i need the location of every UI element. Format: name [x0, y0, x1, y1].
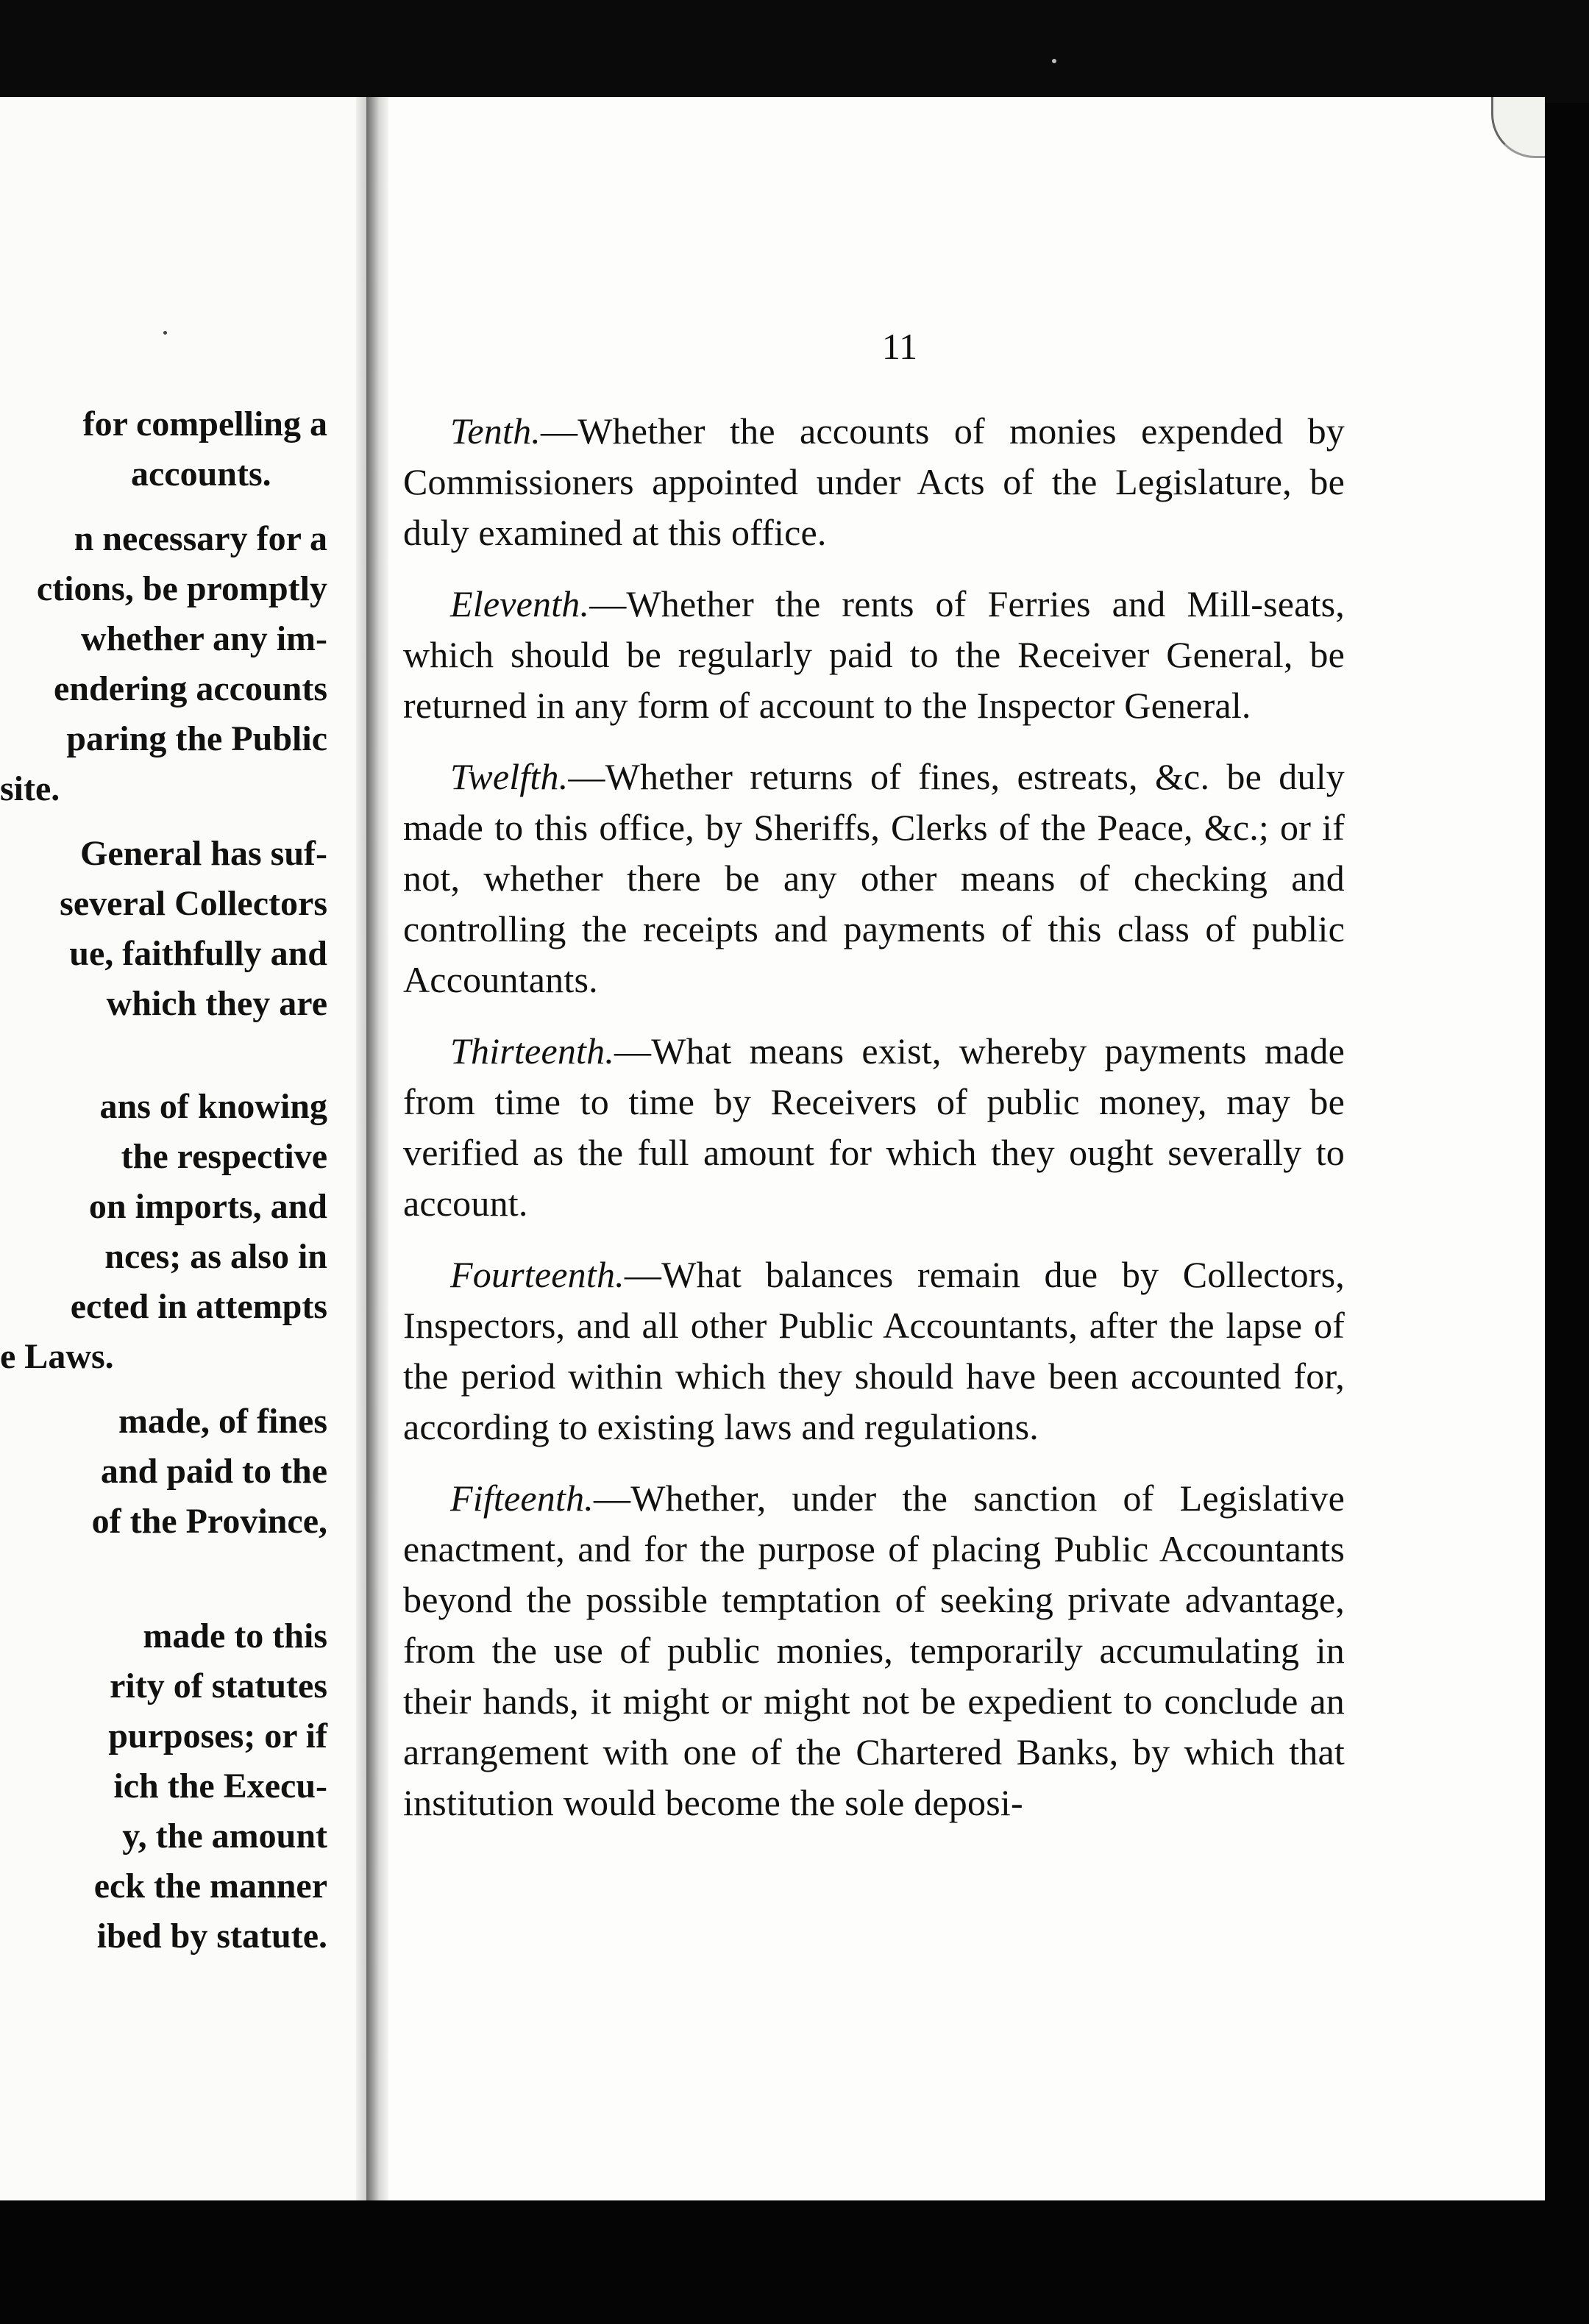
left-line: for compelling a [82, 404, 327, 443]
paragraph-twelfth [403, 752, 1345, 1005]
scan-background-bottom [0, 2200, 1589, 2324]
paragraph-lead: Twelfth. [450, 756, 569, 797]
right-page-body [403, 406, 1345, 1849]
book-gutter [366, 97, 388, 2200]
paragraph-fifteenth [403, 1473, 1345, 1828]
left-line: nces; as also in [104, 1237, 327, 1276]
paragraph-lead: Eleventh. [450, 583, 590, 624]
left-line: whether any im- [80, 619, 327, 658]
paragraph-tenth [403, 406, 1345, 558]
left-line: and paid to the [100, 1452, 327, 1491]
paragraph-text: —Whether the rents of Ferries and Mill-seats, which should be regularly paid to the Receiver General, be returned in any form of account to the Inspector General. [403, 583, 1345, 726]
left-line: on imports, and [88, 1187, 327, 1226]
left-line: ich the Execu- [113, 1767, 327, 1806]
paragraph-lead: Fifteenth. [450, 1478, 594, 1519]
left-line: y, the amount [122, 1817, 327, 1856]
page-corner-curl [1491, 97, 1545, 158]
paragraph-text: —What balances remain due by Collectors, Inspectors, and all other Public Accountants, after the lapse of the period within which they should have been accounted for, according to existing laws and regulations. [403, 1254, 1345, 1447]
left-line: the respective [121, 1137, 327, 1176]
scan-background-right [1545, 103, 1589, 2324]
left-line: ctions, be promptly [36, 569, 327, 608]
paragraph-thirteenth [403, 1026, 1345, 1229]
paragraph-text: —Whether the accounts of monies expended by Commissioners appointed under Acts of the Legislature, be duly examined at this office. [403, 410, 1345, 553]
left-line: which they are [106, 984, 327, 1023]
left-line: site. [0, 769, 60, 808]
paragraph-text: —Whether, under the sanction of Legislative enactment, and for the purpose of placing Public Accountants beyond the possible temptation of seeking private advantage, from the use of public monies, temporarily accumulating in their hands, it might or might not be expedient to conclude an arrangement with one of the Chartered Banks, by which that institution would become the sole deposi- [403, 1478, 1345, 1823]
left-page [0, 97, 369, 2200]
scan-speck [1052, 59, 1056, 63]
left-line: endering accounts [54, 669, 327, 708]
right-page [388, 97, 1545, 2200]
paragraph-fourteenth [403, 1250, 1345, 1452]
left-line: n necessary for a [74, 519, 327, 558]
left-line: made to this [143, 1617, 327, 1655]
left-line: eck the manner [93, 1867, 327, 1906]
left-line: General has suf- [80, 834, 327, 873]
left-line: ans of knowing [99, 1087, 327, 1126]
paragraph-lead: Tenth. [450, 410, 541, 452]
left-line: several Collectors [60, 884, 327, 923]
left-line: ue, faithfully and [69, 934, 327, 973]
left-line: accounts. [131, 455, 271, 493]
scan-background-top [0, 0, 1589, 103]
left-page-fold-shadow [356, 97, 366, 2200]
page-number: 11 [881, 326, 918, 367]
left-line: e Laws. [0, 1337, 114, 1376]
left-line: rity of statutes [110, 1667, 327, 1705]
left-line: paring the Public [66, 719, 327, 758]
paragraph-eleventh [403, 579, 1345, 731]
paragraph-lead: Thirteenth. [450, 1030, 615, 1072]
left-line: purposes; or if [108, 1717, 327, 1756]
left-line: of the Province, [91, 1502, 327, 1541]
paragraph-text: —What means exist, whereby payments made from time to time by Receivers of public money, may be verified as the full amount for which they ought severally to account. [403, 1030, 1345, 1224]
left-line: ected in attempts [70, 1287, 327, 1326]
ink-speck [163, 331, 167, 335]
left-line: ibed by statute. [96, 1917, 327, 1956]
paragraph-text: —Whether returns of fines, estreats, &c. be duly made to this office, by Sheriffs, Clerks of the Peace, &c.; or if not, whether there be any other means of checking and controlling the receipts and payments of this class of public Accountants. [403, 756, 1345, 1000]
paragraph-lead: Fourteenth. [450, 1254, 625, 1295]
left-line: made, of fines [118, 1402, 327, 1441]
